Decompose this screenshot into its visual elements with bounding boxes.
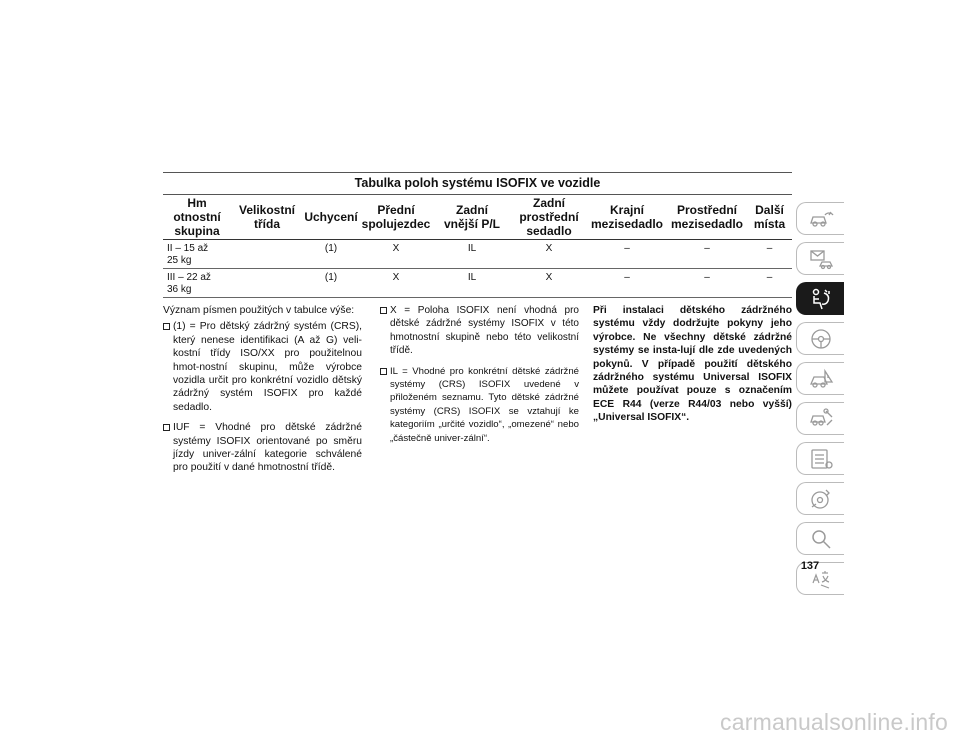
header-size-class bbox=[231, 195, 303, 239]
table-header-row bbox=[163, 195, 792, 240]
chapter-tab[interactable] bbox=[796, 402, 844, 435]
chapter-tab[interactable] bbox=[796, 522, 844, 555]
cell-other: – bbox=[766, 272, 773, 283]
car-gauge-icon bbox=[808, 207, 834, 231]
cell-mid-center: – bbox=[704, 243, 710, 254]
legend-intro: Význam písmen použitých v tabulce výše: bbox=[163, 305, 355, 316]
cell-rear-outer: IL bbox=[467, 272, 477, 283]
multimedia-disc-icon bbox=[808, 487, 834, 511]
cell-subtext: 25 kg bbox=[167, 255, 192, 266]
bullet-text: (1) = Pro dětský zádržný systém (CRS), který nenese identifikaci (A až G) veli-kostní třídy ISO/XX pro použitelnou hmot-nostní skupinu, může výrobce vozidla určit pro konkrétní vozidlo dětský zádržný systém ISOFIX pro každé sedadlo. bbox=[173, 321, 362, 413]
text-column-1 bbox=[163, 304, 362, 482]
header-weight-group bbox=[163, 195, 231, 239]
bullet-item bbox=[163, 421, 362, 475]
warning-car-icon bbox=[808, 367, 834, 391]
square-bullet-icon bbox=[163, 424, 170, 431]
chapter-tab[interactable] bbox=[796, 442, 844, 475]
cell-rear-outer: IL bbox=[467, 243, 477, 254]
table-row bbox=[163, 269, 792, 298]
bullet-text: IL = Vhodné pro konkrétní dětské zádržné systémy (CRS) ISOFIX uvedené v přiloženém seznamu. Tyto dětské zádržné systémy (CRS) ISOFIX se vztahují ke kategoriím „určité vozidlo“, „omezené“ nebo „částečně univer-zální“. bbox=[390, 365, 579, 444]
envelope-car-icon bbox=[808, 247, 834, 271]
watermark: carmanualsonline.info bbox=[720, 709, 948, 735]
text-column-3 bbox=[593, 304, 792, 425]
header-fixture bbox=[303, 195, 359, 239]
cell-fixture: (1) bbox=[324, 272, 338, 283]
chapter-tab[interactable] bbox=[796, 482, 844, 515]
chapter-tabs bbox=[796, 202, 844, 602]
cell-rear-center: X bbox=[545, 243, 553, 254]
page-number: 137 bbox=[800, 560, 820, 572]
chapter-tab[interactable] bbox=[796, 242, 844, 275]
header-text: Zadní vnější P/L bbox=[443, 203, 501, 231]
bullet-item bbox=[380, 304, 579, 358]
cell-front: X bbox=[392, 272, 400, 283]
table-title: Tabulka poloh systému ISOFIX ve vozidle bbox=[163, 172, 792, 195]
chapter-tab[interactable] bbox=[796, 202, 844, 235]
cell-mid-outer: – bbox=[624, 243, 630, 254]
bullet-item bbox=[380, 365, 579, 445]
chapter-tab[interactable] bbox=[796, 362, 844, 395]
bullet-item bbox=[163, 320, 362, 414]
specifications-list-icon bbox=[808, 447, 834, 471]
cell-group bbox=[163, 269, 231, 297]
cell-mid-center: – bbox=[704, 272, 710, 283]
square-bullet-icon bbox=[380, 307, 387, 314]
cell-fixture: (1) bbox=[324, 243, 338, 254]
cell-rear-center: X bbox=[545, 272, 553, 283]
header-text: Hm otnostní skupina bbox=[173, 196, 221, 238]
bullet-text: IUF = Vhodné pro dětské zádržné systémy ISOFIX orientované po směru jízdy univer-zální kategorie schválené pro použití v dané hmotnostní třídě. bbox=[173, 422, 362, 474]
cell-mid-outer: – bbox=[624, 272, 630, 283]
header-rear-center bbox=[511, 195, 587, 239]
cell-other: – bbox=[766, 243, 773, 254]
header-text: Velikostní třída bbox=[238, 203, 296, 231]
isofix-table bbox=[163, 172, 792, 298]
cell-size bbox=[231, 269, 303, 297]
header-text: Přední spolujezdec bbox=[361, 203, 431, 231]
airbag-seat-icon bbox=[808, 287, 834, 311]
header-front-passenger bbox=[359, 195, 433, 239]
instruction-paragraph: Při instalaci dětského zádržného systému vždy dodržujte pokyny jeho výrobce. Ne všechny dětské zádržné systémy se insta-lují dle zde uvedených pokynů. V případě použití dětského zádržného systému Universal ISOFIX můžete používat pouze s označením ECE R44 (verze R44/03 nebo vyšší) „Universal ISOFIX“. bbox=[593, 305, 792, 424]
steering-wheel-icon bbox=[808, 327, 834, 351]
square-bullet-icon bbox=[163, 323, 170, 330]
chapter-tab[interactable] bbox=[796, 322, 844, 355]
header-other bbox=[747, 195, 792, 239]
header-rear-outer bbox=[433, 195, 511, 239]
header-text: Krajní mezisedadlo bbox=[590, 203, 664, 231]
bullet-text: X = Poloha ISOFIX není vhodná pro dětské zádržné systémy ISOFIX v této hmotnostní skupině nebo této velikostní třídě. bbox=[390, 305, 579, 357]
chapter-tab-active[interactable] bbox=[796, 282, 844, 315]
cell-group bbox=[163, 240, 231, 268]
cell-front: X bbox=[392, 243, 400, 254]
header-text: Zadní prostřední sedadlo bbox=[519, 196, 579, 238]
magnifier-index-icon bbox=[808, 527, 834, 551]
header-text: Uchycení bbox=[304, 210, 358, 224]
header-mid-outer bbox=[587, 195, 667, 239]
square-bullet-icon bbox=[380, 368, 387, 375]
header-text: Prostřední mezisedadlo bbox=[670, 203, 744, 231]
cell-subtext: 36 kg bbox=[167, 284, 192, 295]
cell-size bbox=[231, 240, 303, 268]
header-text: Další místa bbox=[753, 203, 786, 231]
table-row bbox=[163, 240, 792, 269]
header-mid-center bbox=[667, 195, 747, 239]
text-column-2 bbox=[380, 304, 579, 452]
cell-text: III – 22 až bbox=[167, 272, 211, 283]
car-service-icon bbox=[808, 407, 834, 431]
cell-text: II – 15 až bbox=[167, 243, 209, 254]
